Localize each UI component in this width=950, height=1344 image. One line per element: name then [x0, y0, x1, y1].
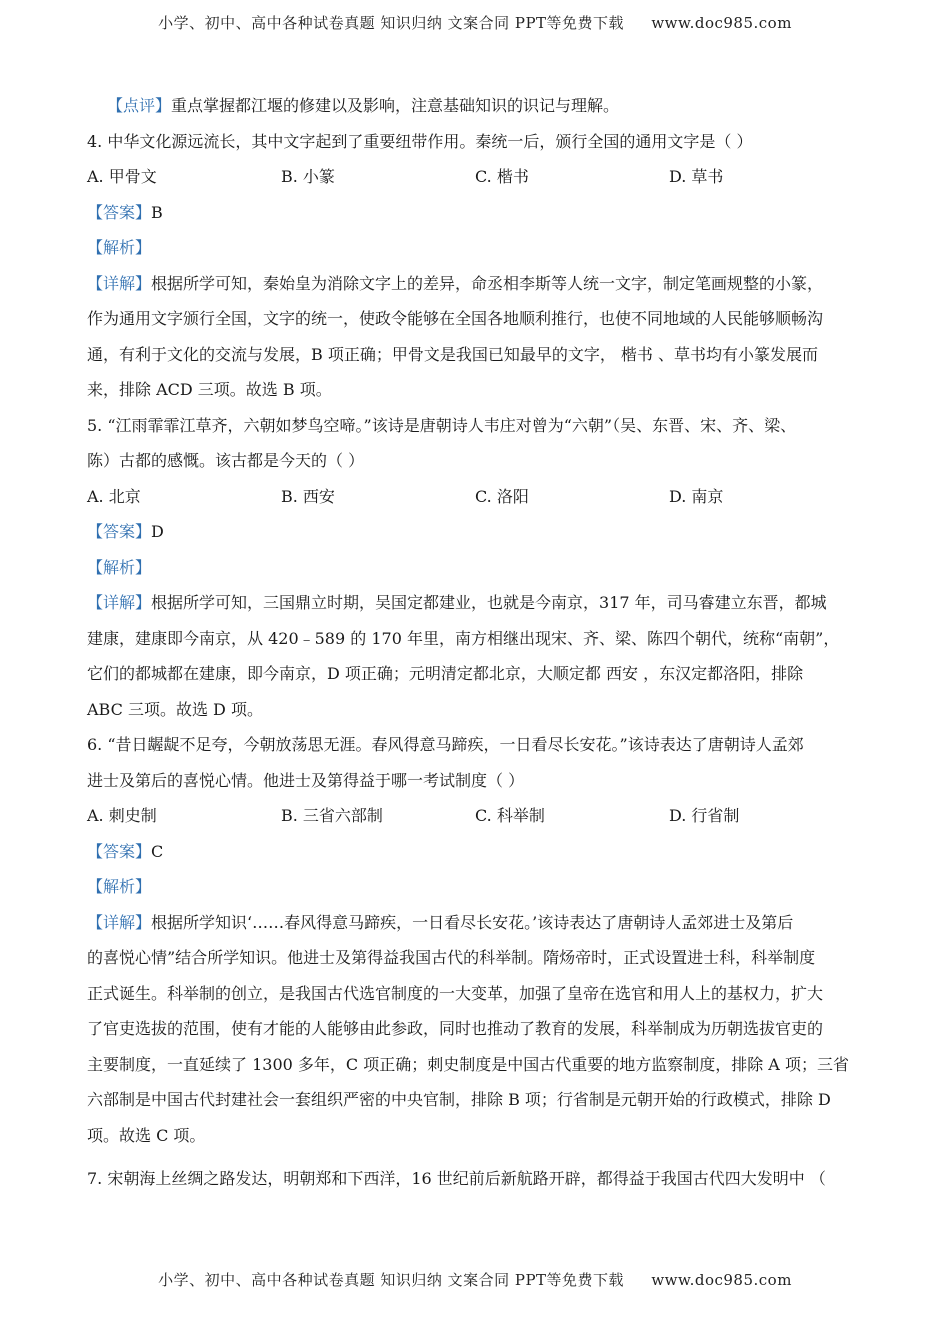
question-5-detail-2: 建康，建康即今南京，从 420﹣589 的 170 年里，南方相继出现宋、齐、梁、陈四个朝代，统称“南朝”， — [87, 628, 840, 648]
question-5-detail-4: ABC 三项。故选 D 项。 — [87, 699, 263, 719]
header-url[interactable]: www.doc985.com — [651, 14, 792, 32]
option-a: A. 北京 — [87, 486, 141, 506]
question-4-detail-1: 【详解】根据所学可知，秦始皇为消除文字上的差异，命丞相李斯等人统一文字，制定笔画规整的小篆， — [87, 273, 824, 293]
question-6-stem-2: 进士及第后的喜悦心情。他进士及第得益于哪一考试制度（ ） — [87, 770, 525, 790]
comment-text: 重点掌握都江堰的修建以及影响，注意基础知识的识记与理解。 — [171, 96, 620, 115]
analysis-tag: 【解析】 — [87, 238, 152, 257]
option-d: D. 南京 — [669, 486, 724, 506]
question-4-analysis — [87, 230, 869, 266]
question-6-detail-5: 主要制度，一直延续了 1300 多年，C 项正确；刺史制度是中国古代重要的地方监察制度，排除 A 项；三省 — [87, 1054, 849, 1074]
question-6-answer — [87, 834, 869, 870]
option-d: D. 行省制 — [669, 806, 740, 825]
option-d: D. 草书 — [669, 167, 724, 186]
question-6-detail-2: 的喜悦心情”结合所学知识。他进士及第得益我国古代的科举制。隋炀帝时，正式设置进士科，科举制度 — [87, 948, 816, 967]
question-5-analysis — [87, 550, 869, 586]
comment-tag: 【点评】 — [107, 96, 172, 115]
analysis-tag: 【解析】 — [87, 557, 152, 577]
option-b: B. 三省六部制 — [281, 806, 383, 825]
option-b: B. 小篆 — [281, 167, 335, 186]
question-4-detail-2: 作为通用文字颁行全国，文字的统一，使政令能够在全国各地顺利推行，也使不同地域的人民能够顺畅沟 — [87, 309, 824, 328]
question-6-detail-3: 正式诞生。科举制的创立，是我国古代选官制度的一大变革，加强了皇帝在选官和用人上的基权力，扩大 — [87, 983, 824, 1003]
option-c: C. 洛阳 — [475, 486, 529, 506]
question-4-detail-3: 通，有利于文化的交流与发展，B 项正确；甲骨文是我国已知最早的文字， 楷书 、草书均有小篆发展而 — [87, 344, 819, 364]
answer-value: B — [151, 202, 163, 222]
header-text: 小学、初中、高中各种试卷真题 知识归纳 文案合同 PPT等免费下载 — [158, 14, 625, 32]
question-6-detail-6: 六部制是中国古代封建社会一套组织严密的中央官制，排除 B 项；行省制是元朝开始的行政模式，排除 D — [87, 1090, 831, 1109]
question-5-detail-3: 它们的都城都在建康，即今南京，D 项正确；元明清定都北京，大顺定都 西安 ，东汉定都洛阳，排除 — [87, 664, 804, 683]
question-6-analysis — [87, 869, 869, 905]
question-6-stem-1: 6. “昔日龌龊不足夸，今朝放荡思无涯。春风得意马蹄疾，一日看尽长安花。”该诗表达了唐朝诗人孟郊 — [87, 735, 804, 754]
answer-value: C — [151, 841, 164, 861]
question-4-stem: 4. 中华文化源远流长，其中文字起到了重要纽带作用。秦统一后，颁行全国的通用文字是（ ） — [87, 131, 753, 151]
question-5-stem-2: 陈）古都的感慨。该古都是今天的（ ） — [87, 451, 365, 470]
option-a: A. 甲骨文 — [87, 167, 157, 186]
option-b: B. 西安 — [281, 486, 335, 506]
question-6-detail-1: 【详解】根据所学知识‘……春风得意马蹄疾，一日看尽长安花。’该诗表达了唐朝诗人孟郊进士及第后 — [87, 912, 794, 932]
question-4-options — [87, 159, 869, 195]
question-5-detail-1: 【详解】根据所学可知，三国鼎立时期，吴国定都建业，也就是今南京，317 年，司马睿建立东晋，都城 — [87, 593, 827, 612]
question-5-answer — [87, 514, 869, 550]
option-c: C. 楷书 — [475, 167, 529, 186]
option-c: C. 科举制 — [475, 806, 545, 825]
top-comment — [87, 88, 869, 124]
footer-url[interactable]: www.doc985.com — [651, 1271, 792, 1289]
question-4-detail-4: 来，排除 ACD 三项。故选 B 项。 — [87, 380, 332, 399]
question-7-stem: 7. 宋朝海上丝绸之路发达，明朝郑和下西洋，16 世纪前后新航路开辟，都得益于我国古代四大发明中 （ — [87, 1169, 826, 1188]
answer-value: D — [151, 522, 164, 541]
page-footer — [0, 1269, 950, 1290]
detail-tag: 【详解】 — [87, 273, 152, 293]
question-5-options — [87, 479, 869, 515]
option-a: A. 刺史制 — [87, 806, 157, 825]
page-header — [0, 12, 950, 33]
question-5-stem-1: 5. “江雨霏霏江草齐，六朝如梦鸟空啼。”该诗是唐朝诗人韦庄对曾为“六朝”（吴、东晋、宋、齐、梁、 — [87, 415, 797, 435]
answer-tag: 【答案】 — [87, 522, 152, 541]
analysis-tag: 【解析】 — [87, 877, 152, 896]
answer-tag: 【答案】 — [87, 202, 152, 222]
question-6-detail-7: 项。故选 C 项。 — [87, 1125, 206, 1145]
answer-tag: 【答案】 — [87, 841, 152, 861]
question-6-options — [87, 798, 869, 834]
detail-tag: 【详解】 — [87, 593, 152, 612]
question-6-detail-4: 了官吏选拔的范围，使有才能的人能够由此参政，同时也推动了教育的发展，科举制成为历朝选拔官吏的 — [87, 1019, 824, 1038]
spacer — [87, 1153, 869, 1161]
question-4-answer — [87, 195, 869, 231]
detail-tag: 【详解】 — [87, 912, 152, 932]
footer-text: 小学、初中、高中各种试卷真题 知识归纳 文案合同 PPT等免费下载 — [158, 1271, 625, 1289]
document-body — [87, 88, 869, 1197]
